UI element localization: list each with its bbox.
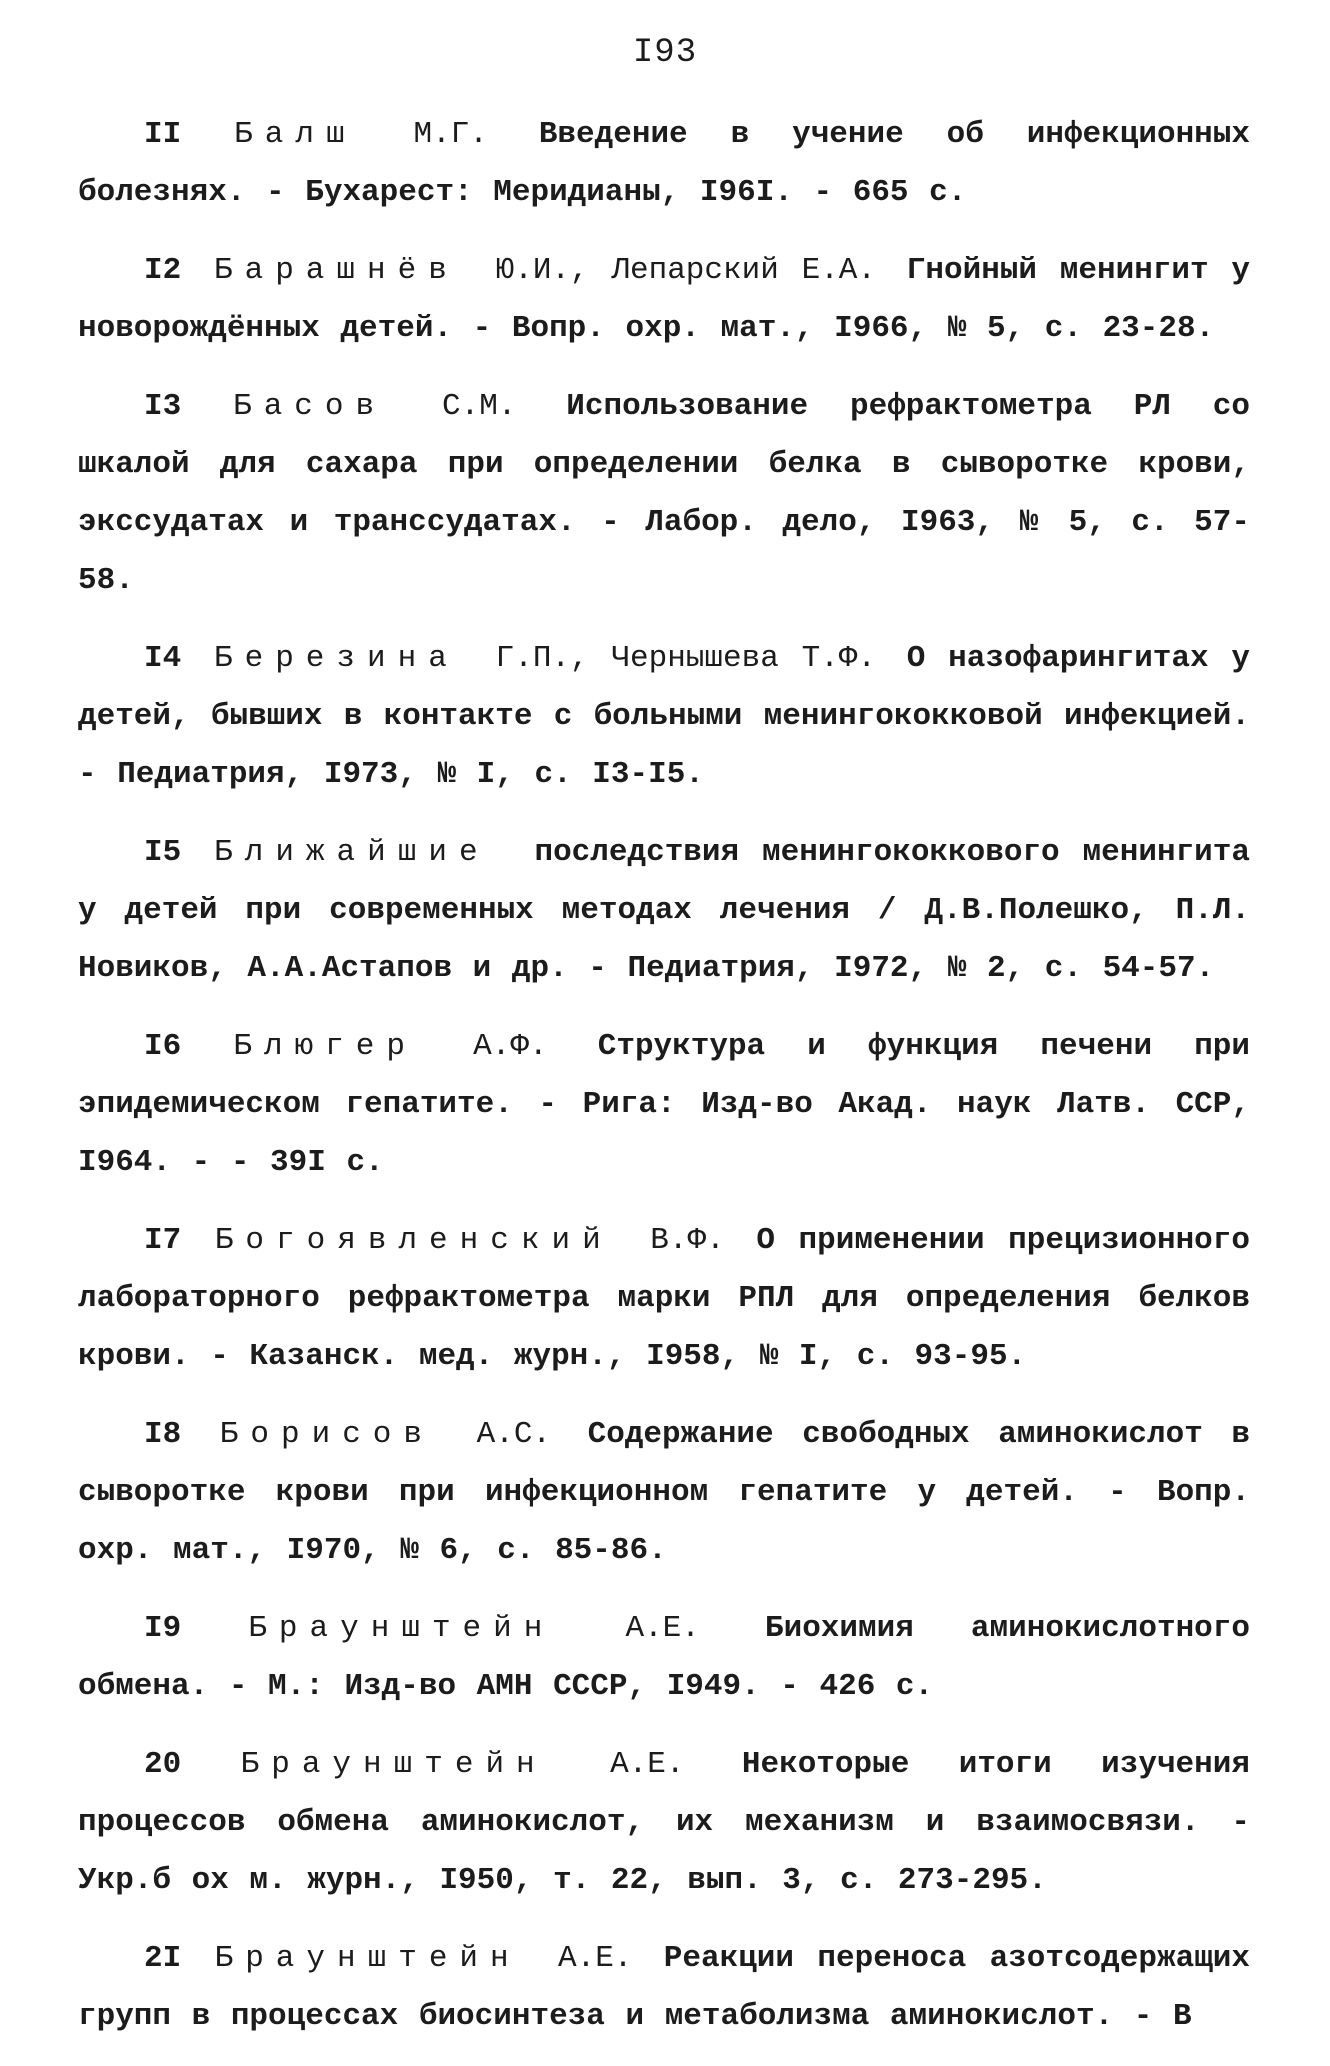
entry-number: I9: [144, 1611, 182, 1646]
entry-text: Гнойный менингит у новорождённых детей. - Вопр. охр. мат., I966, № 5, с. 23-28.: [78, 253, 1250, 346]
entry-number: 2I: [144, 1941, 182, 1976]
entry-author: Богоявленский: [214, 1223, 613, 1258]
entry-author: Ближайшие: [214, 835, 490, 870]
bibliography-entry: [78, 1930, 1250, 2046]
entry-text: последствия менингококкового менингита у детей при современных методах лечения / Д.В.Полешко, П.Л. Новиков, А.А.Астапов и др. - Педиатрия, I972, № 2, с. 54-57.: [78, 835, 1250, 986]
entry-number: I8: [144, 1417, 182, 1452]
entry-text: Использование рефрактометра РЛ со шкалой для сахара при определении белка в сыворотке крови, экссудатах и транссудатах. - Лабор. дело, I963, № 5, с. 57-58.: [78, 389, 1250, 598]
bibliography-entry: [78, 106, 1250, 222]
entry-number: I3: [144, 389, 182, 424]
entry-initials: А.Е.: [625, 1611, 700, 1646]
entry-text: Реакции переноса азотсодержащих групп в процессах биосинтеза и метаболизма аминокислот. - В: [78, 1941, 1251, 2034]
entry-initials: М.Г.: [413, 117, 488, 152]
entry-initials: А.Е.: [610, 1747, 685, 1782]
entry-text: Структура и функция печени при эпидемическом гепатите. - Рига: Изд-во Акад. наук Латв. ССР, I964. - - 39I с.: [78, 1029, 1251, 1180]
entry-number: I5: [144, 835, 182, 870]
entry-initials: В.Ф.: [650, 1223, 725, 1258]
entry-text: О назофарингитах у детей, бывших в контакте с больными менингококковой инфекцией. - Педиатрия, I973, № I, с. I3-I5.: [78, 641, 1250, 792]
entry-author: Басов: [233, 389, 387, 424]
entry-author: Блюгер: [233, 1029, 417, 1064]
entry-number: I6: [144, 1029, 182, 1064]
bibliography-entry: [78, 824, 1250, 998]
bibliography-entry: [78, 378, 1250, 610]
bibliography-entry: [78, 1600, 1250, 1716]
entry-author: Барашнёв: [214, 253, 459, 288]
bibliography-entry: [78, 242, 1250, 358]
bibliography-entry: [78, 630, 1250, 804]
bibliography-entry: [78, 1406, 1250, 1580]
entry-author: Березина: [214, 641, 459, 676]
entry-text: Содержание свободных аминокислот в сыворотке крови при инфекционном гепатите у детей. - Вопр. охр. мат., I970, № 6, с. 85-86.: [78, 1417, 1251, 1568]
entry-author: Борисов: [219, 1417, 435, 1452]
entry-initials: А.Ф.: [473, 1029, 548, 1064]
page-number: I93: [632, 34, 698, 72]
bibliography-entry: [78, 1212, 1250, 1386]
bibliography-entry: [78, 1736, 1250, 1910]
entry-text: О применении прецизионного лабораторного рефрактометра марки РПЛ для определения белков крови. - Казанск. мед. журн., I958, № I, с. 93-95.: [78, 1223, 1250, 1374]
entry-number: II: [144, 117, 182, 152]
entry-number: I7: [144, 1223, 182, 1258]
entry-initials: А.С.: [476, 1417, 552, 1452]
bibliography-entry: [78, 1018, 1250, 1192]
entry-number: I4: [144, 641, 182, 676]
entry-number: I2: [144, 253, 182, 288]
entry-initials: С.М.: [441, 389, 517, 424]
entry-author: Браунштейн: [248, 1611, 555, 1646]
entry-number: 20: [144, 1747, 182, 1782]
bibliography-list: [78, 106, 1250, 2066]
entry-text: Некоторые итоги изучения процессов обмена аминокислот, их механизм и взаимосвязи. - Укр.б ох м. журн., I950, т. 22, вып. 3, с. 273-295.: [78, 1747, 1250, 1898]
entry-text: Биохимия аминокислотного обмена. - М.: Изд-во АМН СССР, I949. - 426 с.: [78, 1611, 1250, 1704]
entry-initials: А.Е.: [558, 1941, 633, 1976]
entry-author: Балш: [234, 117, 357, 152]
entry-initials: Ю.И., Лепарский Е.А.: [495, 253, 877, 288]
entry-text: Введение в учение об инфекционных болезнях. - Бухарест: Меридианы, I96I. - 665 с.: [78, 117, 1250, 210]
entry-author: Браунштейн: [240, 1747, 547, 1782]
entry-author: Браунштейн: [214, 1941, 521, 1976]
entry-initials: Г.П., Чернышева Т.Ф.: [495, 641, 877, 676]
